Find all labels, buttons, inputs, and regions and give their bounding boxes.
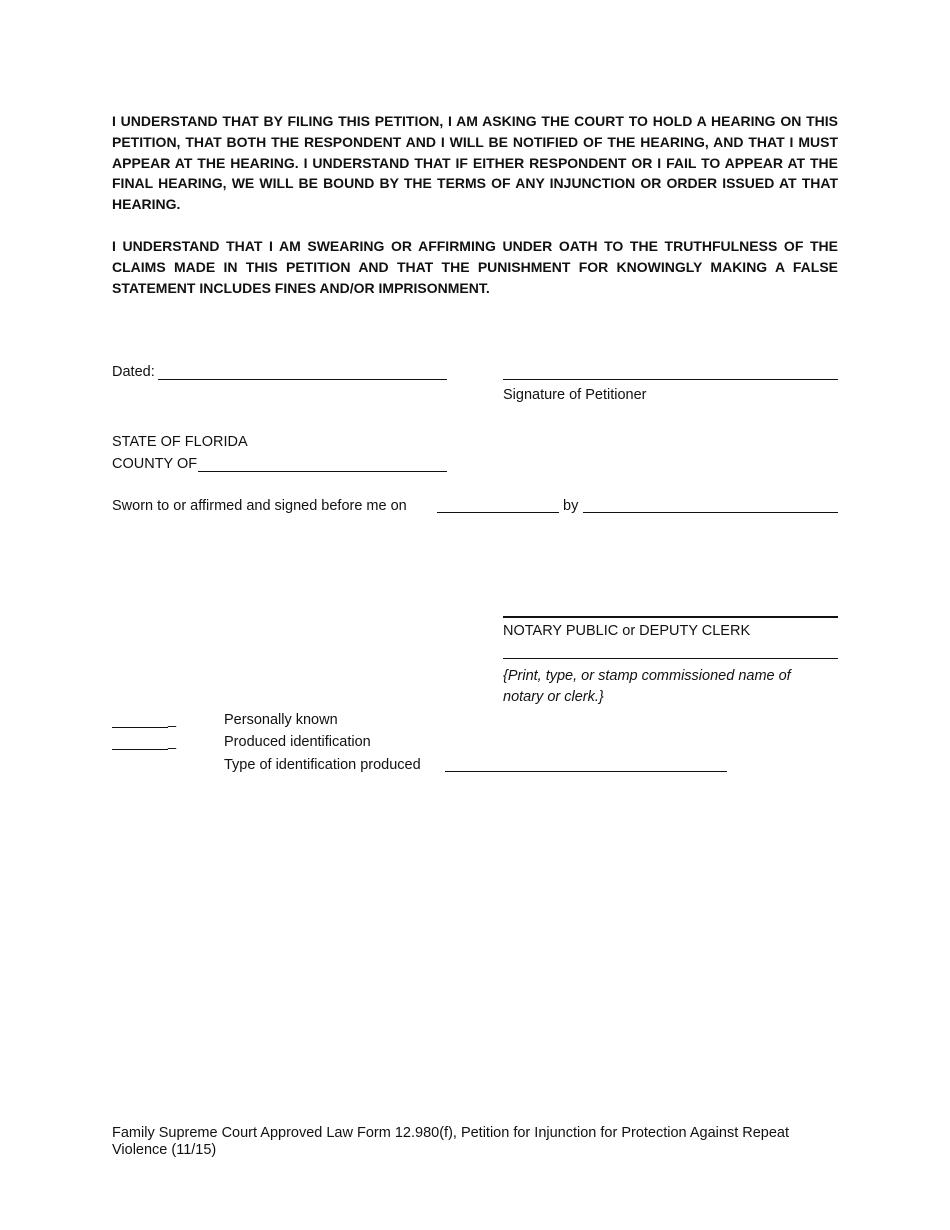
produced-identification-label: Produced identification [224,734,371,750]
sworn-by-label: by [563,498,579,514]
signature-of-petitioner-label: Signature of Petitioner [503,387,647,403]
hearing-acknowledgement-paragraph: I UNDERSTAND THAT BY FILING THIS PETITION, I AM ASKING THE COURT TO HOLD A HEARING ON THIS PETITION, THAT BOTH THE RESPONDENT AND I WILL BE NOTIFIED OF THE HEARING, AND THAT I MUST APPEAR AT THE HEARING. I UNDERSTAND THAT IF EITHER RESPONDENT OR I FAIL TO APPEAR AT THE FINAL HEARING, WE WILL BE BOUND BY THE TERMS OF ANY INJUNCTION OR ORDER ISSUED AT THAT HEARING. [112,113,838,213]
type-of-identification-blank-line[interactable] [445,771,727,772]
notary-name-line[interactable] [503,658,838,659]
notary-public-or-deputy-clerk-label: NOTARY PUBLIC or DEPUTY CLERK [503,623,751,639]
sworn-statement-label: Sworn to or affirmed and signed before me on [112,498,407,514]
notary-signature-line[interactable] [503,616,838,618]
county-of-label: COUNTY OF [112,456,198,472]
state-of-florida-label: STATE OF FLORIDA [112,434,248,450]
personally-known-blank-mark: _ [168,712,177,728]
produced-identification-blank-line[interactable] [112,749,168,750]
dated-label: Dated: [112,364,155,380]
form-footer: Family Supreme Court Approved Law Form 12.980(f), Petition for Injunction for Protection Against Repeat Violence (11/15) [112,1125,790,1158]
sworn-date-blank-line[interactable] [437,512,559,513]
petitioner-signature-line[interactable] [503,379,838,380]
dated-blank-line[interactable] [158,379,447,380]
county-blank-line[interactable] [198,471,447,472]
personally-known-label: Personally known [224,712,338,728]
type-of-identification-label: Type of identification produced [224,757,421,773]
produced-identification-blank-mark: _ [168,734,177,750]
personally-known-blank-line[interactable] [112,727,168,728]
sworn-by-name-blank-line[interactable] [583,512,838,513]
oath-acknowledgement-paragraph: I UNDERSTAND THAT I AM SWEARING OR AFFIRMING UNDER OATH TO THE TRUTHFULNESS OF THE CLAIMS MADE IN THIS PETITION AND THAT THE PUNISHMENT FOR KNOWINGLY MAKING A FALSE STATEMENT INCLUDES FINES AND/OR IMPRISONMENT. [112,238,838,296]
print-notary-name-instruction: {Print, type, or stamp commissioned name of notary or clerk.} [503,668,791,705]
